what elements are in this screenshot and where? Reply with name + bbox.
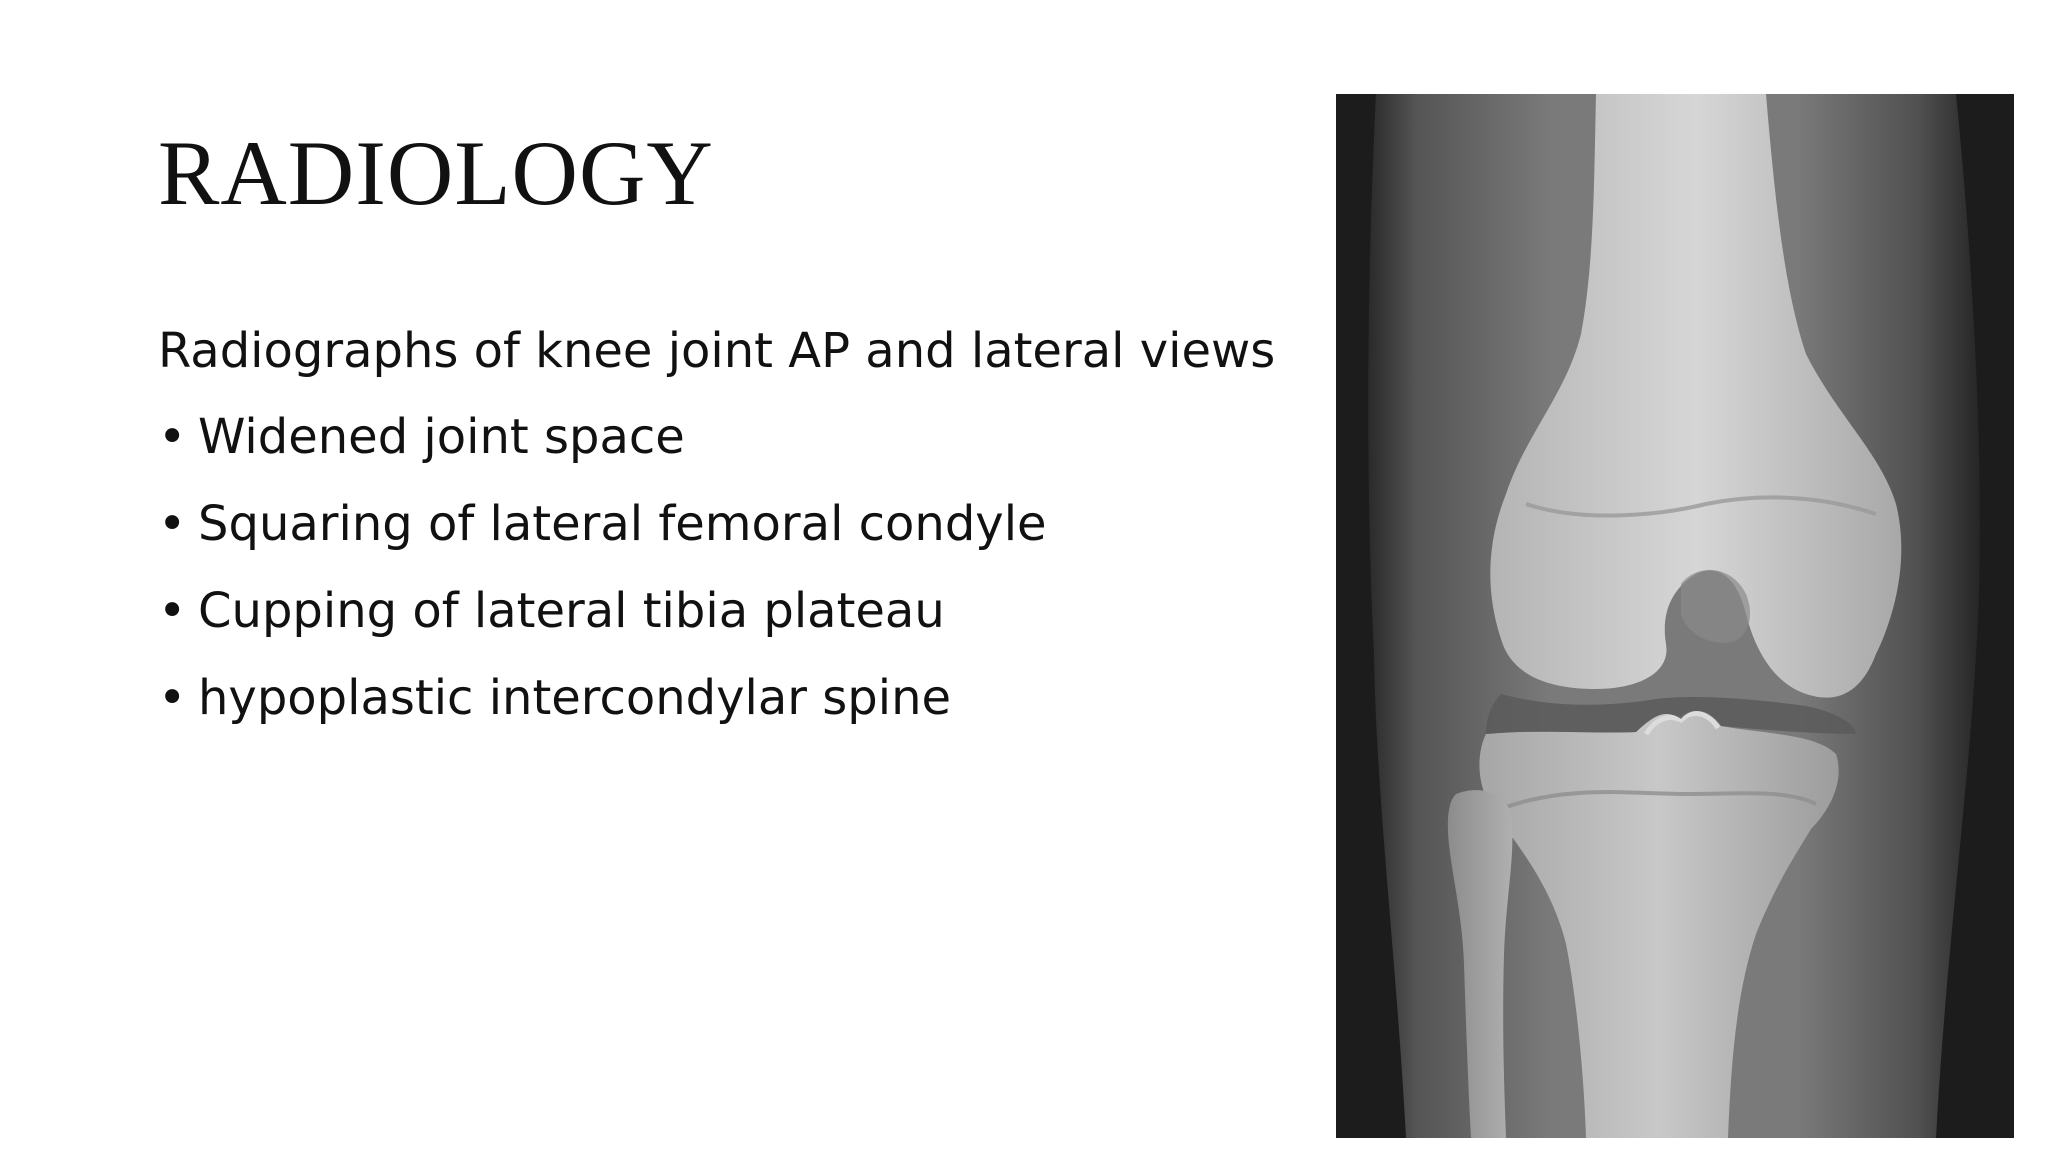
bullet-text: hypoplastic intercondylar spine — [198, 670, 952, 726]
bullet-icon: • — [158, 670, 187, 726]
slide-body — [158, 308, 1318, 742]
bullet-text: Cupping of lateral tibia plateau — [198, 583, 945, 639]
bullet-item — [158, 655, 1318, 742]
bullet-icon: • — [158, 496, 187, 552]
bullet-list — [158, 394, 1318, 742]
slide-title: RADIOLOGY — [158, 122, 714, 224]
knee-xray-image — [1336, 94, 2014, 1138]
intro-text: Radiographs of knee joint AP and lateral views — [158, 323, 1276, 379]
bullet-item — [158, 394, 1318, 481]
bullet-item — [158, 481, 1318, 568]
bullet-item — [158, 568, 1318, 655]
bullet-text: Squaring of lateral femoral condyle — [198, 496, 1047, 552]
bullet-icon: • — [158, 583, 187, 639]
knee-xray-illustration — [1336, 94, 2014, 1138]
bullet-text: Widened joint space — [198, 409, 685, 465]
bullet-icon: • — [158, 409, 187, 465]
